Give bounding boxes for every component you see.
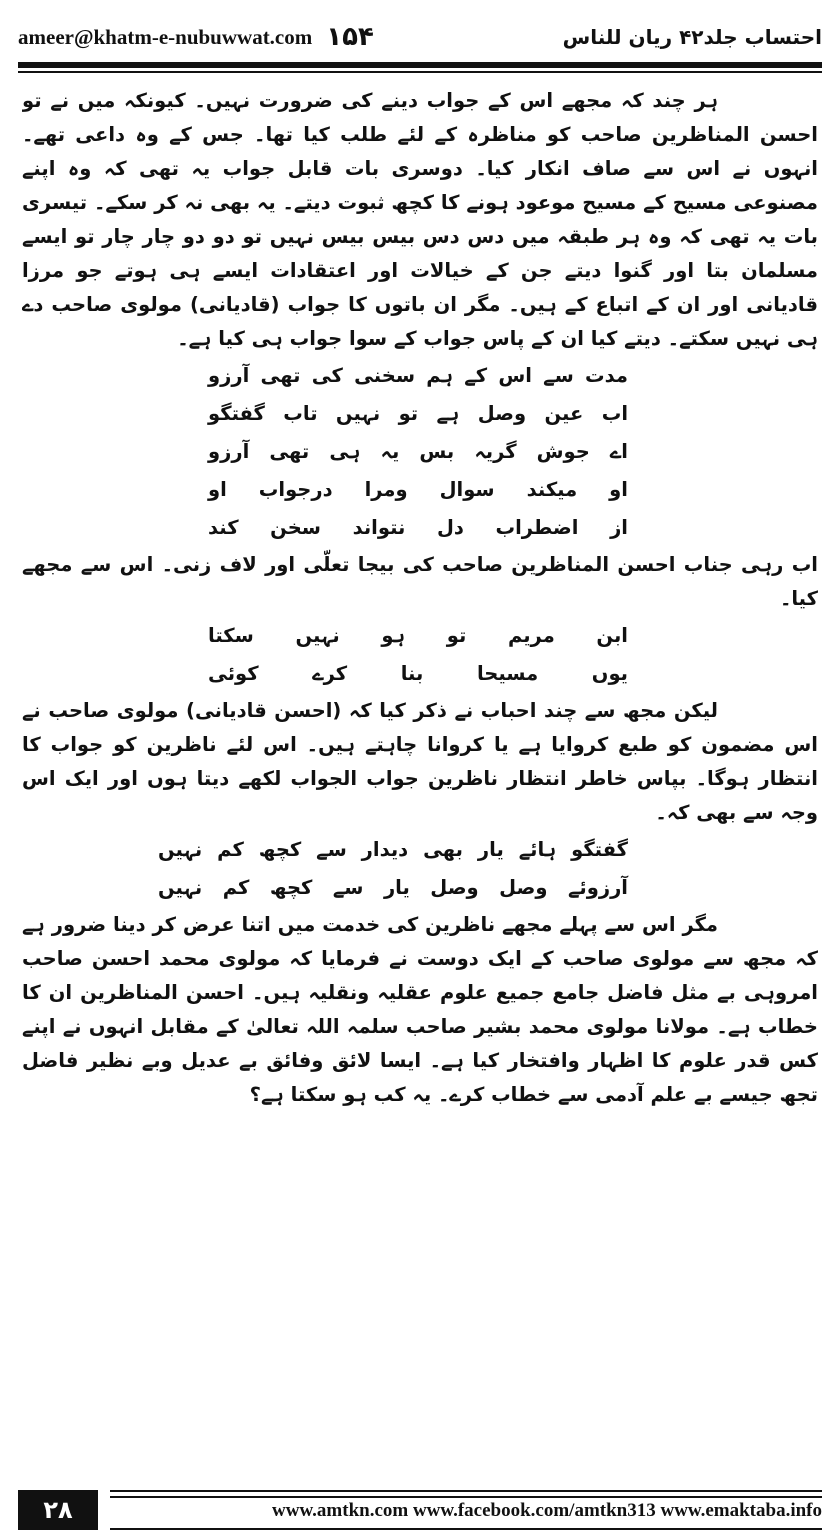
paragraph-2: اب رہی جناب احسن المناظرین صاحب کی بیجا تعلّی اور لاف زنی۔ اس سے مجھے کیا۔ — [22, 553, 818, 610]
footer-rule — [110, 1490, 822, 1492]
footer-urls: www.amtkn.com www.facebook.com/amtkn313 www.emaktaba.info — [272, 1500, 822, 1521]
verse-line: گفتگو ہائے یار بھی دیدار سے کچھ کم نہیں — [158, 838, 628, 861]
section-number-badge: ۲۸ — [18, 1490, 98, 1530]
verse-line: آرزوئے وصل وصل یار سے کچھ کم نہیں — [158, 876, 628, 899]
verse-line: اے جوش گریہ بس یہ ہی تھی آرزو — [208, 440, 628, 463]
verse-line: از اضطراب دل نتواند سخن کند — [208, 516, 628, 539]
header-rule-thin — [18, 71, 822, 73]
verse-block-1 — [22, 358, 818, 546]
verse-line: ابن مریم تو ہو نہیں سکتا — [208, 624, 628, 647]
paragraph-1: ہر چند کہ مجھے اس کے جواب دینے کی ضرورت نہیں۔ کیونکہ میں نے تو احسن المناظرین صاحب کو مناظرہ کے لئے طلب کیا تھا۔ جس کے وہ داعی تھے۔ انہوں نے اس سے صاف انکار کیا۔ دوسری بات قابل جواب یہ تھی کہ وہ اپنے مصنوعی مسیح کے مسیح موعود ہونے کا کچھ ثبوت دیتے۔ یہ بھی نہ کر سکے۔ تیسری بات یہ تھی کہ وہ ہر طبقہ میں دس دس بیس بیس نہیں تو دو دو چار چار تو ایسے مسلمان بتا اور گنوا دیتے جن کے خیالات اور اعتقادات ایسے ہی ہوتے جو مرزا قادیانی اور ان کے اتباع کے ہیں۔ مگر ان باتوں کا جواب (قادیانی) مولوی صاحب دے ہی نہیں سکتے۔ دیتے کیا ان کے پاس جواب کے سوا جواب ہی کیا ہے۔ — [22, 89, 818, 350]
paragraph-4: مگر اس سے پہلے مجھے ناظرین کی خدمت میں اتنا عرض کر دینا ضرور ہے کہ مجھ سے مولوی صاحب کے ایک دوست نے فرمایا کہ مولوی محمد احسن صاحب امروہی بے مثل فاضل جامع جمیع علوم عقلیہ ونقلیہ ہیں۔ احسن المناظرین ان کا خطاب ہے۔ مولانا مولوی محمد بشیر صاحب سلمہ اللہ تعالیٰ کے مقابل انہوں نے اپنے کس قدر علوم کا اظہار وافتخار کیا ہے۔ ایسا لائق وفائق بے عدیل وبے نظیر فاضل تجھ جیسے بے علم آدمی سے خطاب کرے۔ یہ کب ہو سکتا ہے؟ — [22, 913, 818, 1106]
page-number: ۱۵۴ — [326, 22, 374, 52]
verse-line: اب عین وصل ہے تو نہیں تاب گفتگو — [208, 402, 628, 425]
header-left — [18, 22, 374, 52]
verse-block-2 — [22, 618, 818, 692]
header-rule-thick — [18, 62, 822, 68]
header-email: ameer@khatm-e-nubuwwat.com — [18, 24, 313, 49]
verse-block-3 — [22, 832, 818, 906]
footer-rule — [110, 1528, 822, 1530]
book-title: احتساب جلد۴۲ ریان للناس — [562, 25, 822, 49]
footer-rule — [110, 1496, 822, 1498]
paragraph-3: لیکن مجھ سے چند احباب نے ذکر کیا کہ (احسن قادیانی) مولوی صاحب نے اس مضمون کو طبع کروایا ہے یا کروانا چاہتے ہیں۔ اس لئے ناظرین کو جواب کا انتظار ہوگا۔ بپاس خاطر انتظار ناظرین جواب الجواب لکھے دیتا ہوں اور ایک اس وجہ سے بھی کہ۔ — [22, 699, 818, 824]
verse-line: مدت سے اس کے ہم سخنی کی تھی آرزو — [208, 364, 628, 387]
verse-line: یوں مسیحا بنا کرے کوئی — [208, 662, 628, 685]
page-header — [18, 14, 822, 60]
page-body — [22, 84, 818, 1474]
verse-line: او میکند سوال ومرا درجواب او — [208, 478, 628, 501]
page-footer — [18, 1490, 822, 1530]
